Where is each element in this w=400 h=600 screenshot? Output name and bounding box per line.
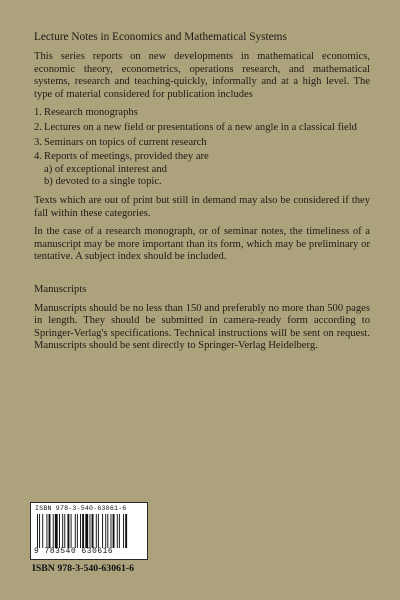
list-item-number: 1. xyxy=(34,107,42,119)
timeliness-paragraph: In the case of a research monograph, or of seminar notes, the timeliness of a manuscript may be more important than its form, which may be preliminary or tentative. A subject index should be included. xyxy=(34,226,370,263)
barcode-digits: 9 783540 630616 xyxy=(34,548,114,556)
sub-list xyxy=(44,164,370,189)
list-item xyxy=(34,151,370,189)
manuscripts-heading: Manuscripts xyxy=(34,283,87,295)
material-list xyxy=(34,107,370,189)
sub-list-item: b) devoted to a single topic. xyxy=(44,176,162,188)
back-cover-text xyxy=(34,30,370,359)
barcode-isbn-text: ISBN 978-3-540-63061-6 xyxy=(35,505,127,512)
manuscripts-paragraph: Manuscripts should be no less than 150 and preferably no more than 500 pages in length. They should be submitted in camera-ready form according to Springer-Verlag's specifications. Technical instructions will be sent on request. Manuscripts should be sent directly to Springer-Verlag Heidelberg. xyxy=(34,302,370,352)
list-item-number: 2. xyxy=(34,121,42,133)
list-item-text: Seminars on topics of current research xyxy=(44,136,207,148)
list-item-text: Research monographs xyxy=(44,107,138,119)
list-item-text: Reports of meetings, provided they are xyxy=(44,151,209,163)
intro-paragraph: This series reports on new developments in mathematical economics, economic theory, econometrics, operations research, and mathematical systems, research and teaching-quickly, informally and at a high level. The type of material considered for publication includes xyxy=(34,51,370,100)
sub-list-item: a) of exceptional interest and xyxy=(44,163,167,175)
list-item xyxy=(34,122,370,135)
isbn-line: ISBN 978-3-540-63061-6 xyxy=(32,563,135,574)
list-item-number: 4. xyxy=(34,151,42,163)
list-item-text: Lectures on a new field or presentations of a new angle in a classical field xyxy=(44,121,357,133)
barcode-bars xyxy=(37,514,141,548)
list-item xyxy=(34,137,370,150)
out-of-print-paragraph: Texts which are out of print but still in demand may also be considered if they fall within these categories. xyxy=(34,194,370,219)
barcode-label xyxy=(30,502,148,560)
list-item xyxy=(34,107,370,120)
series-title: Lecture Notes in Economics and Mathematical Systems xyxy=(34,31,287,43)
list-item-number: 3. xyxy=(34,136,42,148)
